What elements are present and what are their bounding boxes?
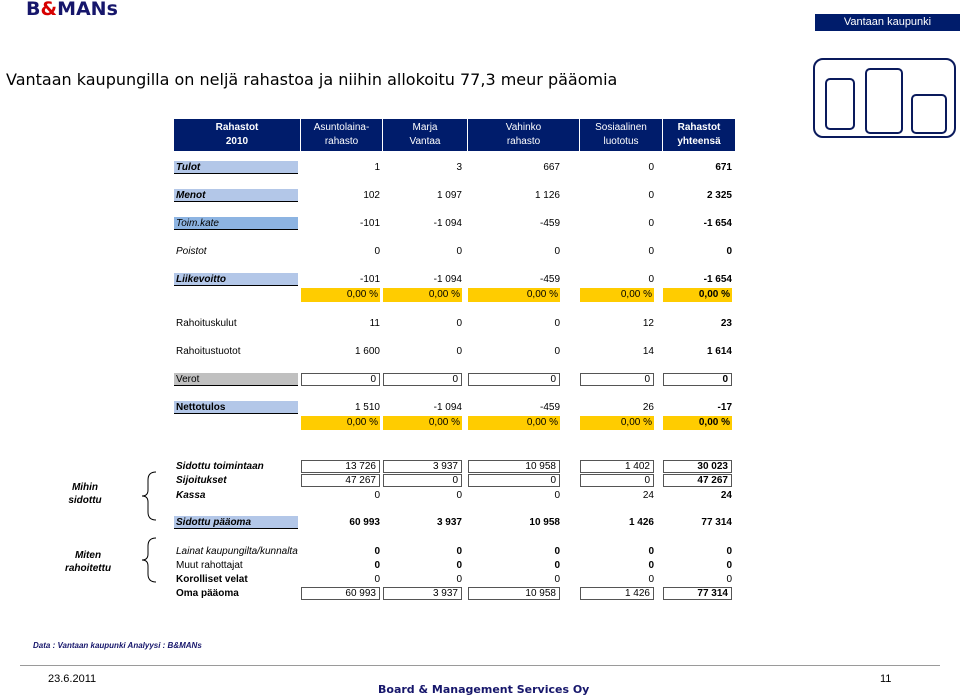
sidottu-toimintaan-value: 3 937	[383, 460, 462, 473]
brace-icon	[140, 470, 160, 522]
oma-value: 1 426	[580, 587, 654, 600]
verot-value: 0	[663, 373, 732, 386]
row-label-oma: Oma pääoma	[176, 588, 239, 599]
toimkate-value: -1 654	[703, 218, 732, 229]
footer-company: Board & Management Services Oy	[378, 683, 590, 695]
kassa-value: 0	[374, 490, 380, 501]
sidottu-toimintaan-value: 10 958	[468, 460, 560, 473]
poistot-value: 0	[648, 246, 654, 257]
oma-value: 77 314	[663, 587, 732, 600]
rahoitustuotot-value: 0	[554, 346, 560, 357]
liikevoitto-value: -1 654	[703, 274, 732, 285]
rahoituskulut-value: 0	[456, 318, 462, 329]
sidottu-paaoma-value: 3 937	[436, 517, 462, 528]
oma-value: 3 937	[383, 587, 462, 600]
sijoitukset-value: 0	[383, 474, 462, 487]
row-label-sidottu-paaoma: Sidottu pääoma	[176, 517, 252, 528]
muut-value: 0	[554, 560, 560, 571]
liikevoitto-value: 0	[648, 274, 654, 285]
layout-thumbnail-icon	[813, 58, 956, 138]
poistot-value: 0	[374, 246, 380, 257]
verot-value: 0	[468, 373, 560, 386]
sidottu-paaoma-value: 60 993	[349, 517, 380, 528]
oma-value: 10 958	[468, 587, 560, 600]
poistot-value: 0	[554, 246, 560, 257]
liikevoitto-pct-value: 0,00 %	[301, 288, 380, 302]
row-label-liikevoitto: Liikevoitto	[176, 274, 227, 285]
nettotulos-pct-value: 0,00 %	[301, 416, 380, 430]
liikevoitto-pct-value: 0,00 %	[383, 288, 462, 302]
menot-value: 1 097	[436, 190, 462, 201]
korolliset-value: 0	[374, 574, 380, 585]
korolliset-value: 0	[456, 574, 462, 585]
menot-value: 102	[363, 190, 380, 201]
liikevoitto-pct-value: 0,00 %	[468, 288, 560, 302]
tulot-value: 667	[543, 162, 560, 173]
sijoitukset-value: 0	[580, 474, 654, 487]
kassa-value: 24	[720, 490, 732, 501]
poistot-value: 0	[726, 246, 732, 257]
kassa-value: 0	[456, 490, 462, 501]
lainat-value: 0	[554, 546, 560, 557]
sijoitukset-value: 47 267	[301, 474, 380, 487]
lainat-value: 0	[726, 546, 732, 557]
kassa-value: 24	[642, 490, 654, 501]
row-label-rahoitustuotot: Rahoitustuotot	[176, 346, 241, 357]
city-tag: Vantaan kaupunki	[815, 14, 960, 31]
row-label-tulot: Tulot	[176, 162, 201, 173]
lainat-value: 0	[648, 546, 654, 557]
toimkate-value: -459	[539, 218, 560, 229]
page-title: Vantaan kaupungilla on neljä rahastoa ja niihin allokoitu 77,3 meur pääomia	[6, 70, 618, 89]
rahoitustuotot-value: 1 614	[706, 346, 732, 357]
bmans-logo: B&MANs	[26, 0, 118, 20]
nettotulos-pct-value: 0,00 %	[383, 416, 462, 430]
korolliset-value: 0	[726, 574, 732, 585]
row-label-kassa: Kassa	[176, 490, 206, 501]
korolliset-value: 0	[648, 574, 654, 585]
poistot-value: 0	[456, 246, 462, 257]
lainat-value: 0	[456, 546, 462, 557]
side-label-mihin: Mihin sidottu	[68, 482, 102, 506]
row-label-korolliset: Korolliset velat	[176, 574, 248, 585]
toimkate-value: -1 094	[433, 218, 462, 229]
korolliset-value: 0	[554, 574, 560, 585]
verot-value: 0	[301, 373, 380, 386]
menot-value: 0	[648, 190, 654, 201]
toimkate-value: 0	[648, 218, 654, 229]
muut-value: 0	[374, 560, 380, 571]
row-label-toimkate: Toim.kate	[176, 218, 219, 229]
tulot-value: 0	[648, 162, 654, 173]
rahoituskulut-value: 23	[720, 318, 732, 329]
rahoituskulut-value: 0	[554, 318, 560, 329]
row-label-rahoituskulut: Rahoituskulut	[176, 318, 237, 329]
sidottu-toimintaan-value: 30 023	[663, 460, 732, 473]
liikevoitto-value: -101	[359, 274, 380, 285]
row-label-lainat: Lainat kaupungilta/kunnalta	[176, 546, 298, 557]
sidottu-paaoma-value: 77 314	[701, 517, 732, 528]
menot-value: 2 325	[706, 190, 732, 201]
tulot-value: 671	[715, 162, 732, 173]
brace-icon	[140, 536, 160, 584]
verot-value: 0	[383, 373, 462, 386]
header-col-yhteensa: Rahastot yhteensä	[663, 119, 735, 151]
row-label-muut: Muut rahottajat	[176, 560, 243, 571]
liikevoitto-pct-value: 0,00 %	[663, 288, 732, 302]
tulot-value: 1	[374, 162, 380, 173]
sidottu-toimintaan-value: 13 726	[301, 460, 380, 473]
sijoitukset-value: 47 267	[663, 474, 732, 487]
footer-date: 23.6.2011	[48, 673, 97, 685]
footer-source: Data : Vantaan kaupunki Analyysi : B&MANs	[33, 641, 202, 650]
rahoitustuotot-value: 0	[456, 346, 462, 357]
tulot-value: 3	[456, 162, 462, 173]
side-label-miten: Miten rahoitettu	[64, 550, 112, 574]
rahoituskulut-value: 11	[369, 318, 380, 329]
row-label-verot: Verot	[176, 374, 200, 385]
header-col-marja: Marja Vantaa	[383, 119, 467, 151]
lainat-value: 0	[374, 546, 380, 557]
sidottu-paaoma-value: 1 426	[628, 517, 654, 528]
verot-value: 0	[580, 373, 654, 386]
rahoituskulut-value: 12	[642, 318, 654, 329]
muut-value: 0	[456, 560, 462, 571]
row-label-sidottu-toimintaan: Sidottu toimintaan	[176, 461, 264, 472]
header-col-asuntolaina: Asuntolaina- rahasto	[301, 119, 382, 151]
rahoitustuotot-value: 14	[642, 346, 654, 357]
muut-value: 0	[726, 560, 732, 571]
row-label-menot: Menot	[176, 190, 206, 201]
rahoitustuotot-value: 1 600	[354, 346, 380, 357]
sidottu-toimintaan-value: 1 402	[580, 460, 654, 473]
row-label-nettotulos: Nettotulos	[176, 402, 226, 413]
kassa-value: 0	[554, 490, 560, 501]
nettotulos-pct-value: 0,00 %	[468, 416, 560, 430]
sidottu-paaoma-value: 10 958	[529, 517, 560, 528]
footer-divider	[20, 665, 940, 666]
header-col-rahastot: Rahastot 2010	[174, 119, 300, 151]
liikevoitto-value: -459	[539, 274, 560, 285]
nettotulos-pct-value: 0,00 %	[663, 416, 732, 430]
liikevoitto-pct-value: 0,00 %	[580, 288, 654, 302]
row-label-sijoitukset: Sijoitukset	[176, 475, 227, 486]
nettotulos-value: -17	[717, 402, 732, 413]
nettotulos-value: -1 094	[433, 402, 462, 413]
oma-value: 60 993	[301, 587, 380, 600]
menot-value: 1 126	[534, 190, 560, 201]
nettotulos-pct-value: 0,00 %	[580, 416, 654, 430]
header-col-vahinko: Vahinko rahasto	[468, 119, 579, 151]
toimkate-value: -101	[359, 218, 380, 229]
row-label-poistot: Poistot	[176, 246, 207, 257]
liikevoitto-value: -1 094	[433, 274, 462, 285]
header-col-sosiaalinen: Sosiaalinen luototus	[580, 119, 662, 151]
nettotulos-value: -459	[539, 402, 560, 413]
page-number: 11	[880, 673, 892, 685]
nettotulos-value: 26	[642, 402, 654, 413]
muut-value: 0	[648, 560, 654, 571]
nettotulos-value: 1 510	[354, 402, 380, 413]
sijoitukset-value: 0	[468, 474, 560, 487]
